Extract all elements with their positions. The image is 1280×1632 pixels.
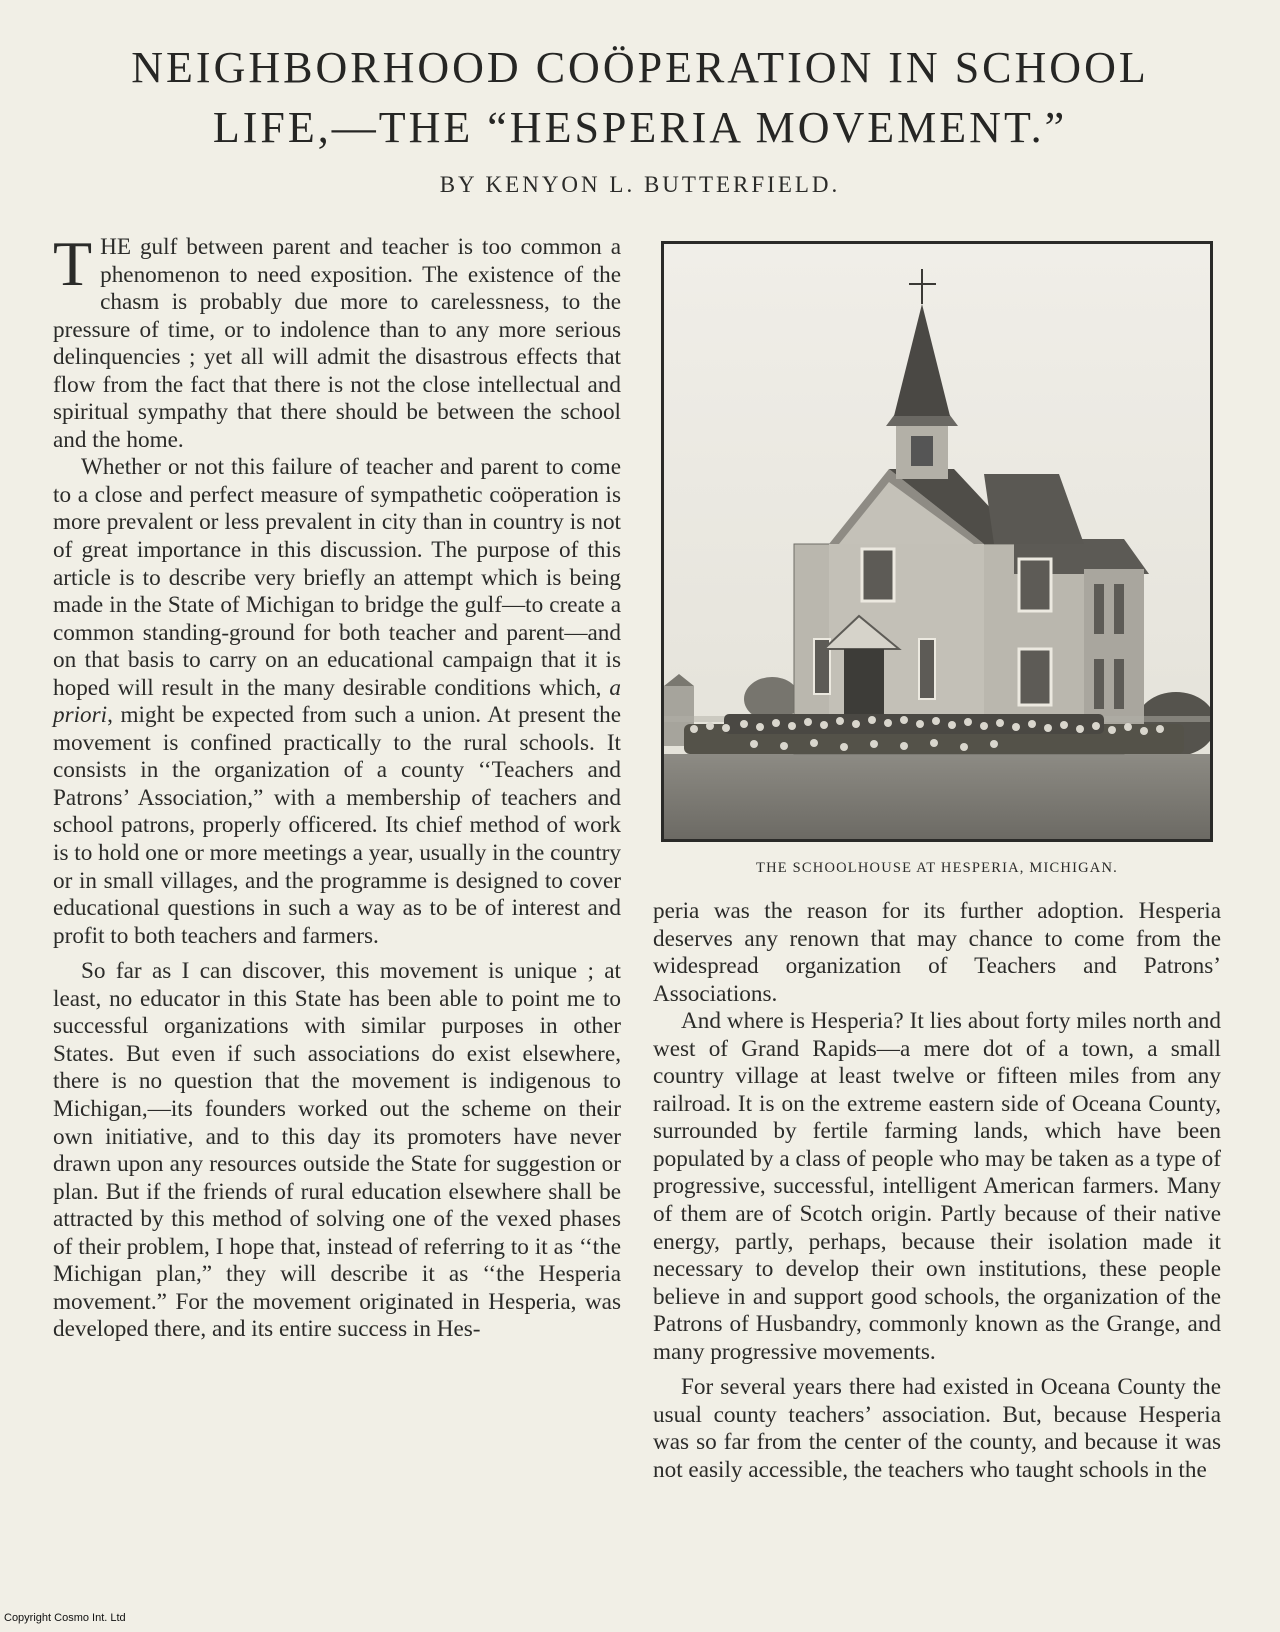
- schoolhouse-photo: [661, 241, 1213, 842]
- photo-caption: THE SCHOOLHOUSE AT HESPERIA, MICHIGAN.: [756, 860, 1118, 876]
- left-column: [53, 228, 622, 1344]
- paragraph-3: So far as I can discover, this movement is unique ; at least, no educator in this State has been able to point me to successful organizations with similar purposes in other States. But even if such associations do exist elsewhere, there is no question that the movement is indigenous to Michigan,—its founders worked out the scheme on their own initiative, and to this day its promoters have never drawn upon any resources outside the State for suggestion or plan. But if the friends of rural education elsewhere shall be attracted by this method of solving one of the vexed phases of their problem, I hope that, instead of referring to it as ‘‘the Michigan plan,” they will describe it as ‘‘the Hesperia movement.” For the movement originated in Hesperia, was developed there, and its entire success in Hes-: [53, 958, 621, 1343]
- paragraph-3-continued: peria was the reason for its further adoption. Hesperia deserves any renown that may chance to come from the widespread organization of Teachers and Patrons’ Associations.: [653, 898, 1221, 1007]
- paragraph-2-text-b: , might be expected from such a union. At present the movement is confined practically to the rural schools. It consists in the organization of a county ‘‘Teachers and Patrons’ Association,” with a membership of teachers and school patrons, properly officered. Its chief method of work is to hold one or more meetings a year, usually in the country or in small villages, and the programme is designed to cover educational questions in such a way as to be of interest and profit to both teachers and farmers.: [53, 702, 621, 949]
- paragraph-4: And where is Hesperia? It lies about forty miles north and west of Grand Rapids—a mere dot of a town, a small country village at least twelve or fifteen miles from any railroad. It is on the extreme eastern side of Oceana County, surrounded by fertile farming lands, which have been populated by a class of people who may be taken as a type of progressive, successful, intelligent American farmers. Many of them are of Scotch origin. Partly because of their native energy, partly, perhaps, because their isolation made it necessary to develop their own institutions, these people believe in and support good schools, the organization of the Patrons of Husbandry, commonly known as the Grange, and many progressive movements.: [653, 1008, 1221, 1365]
- article-title: [60, 38, 1220, 158]
- paragraph-2: [53, 454, 621, 950]
- paragraph-1-text: HE gulf between parent and teacher is too common a phenomenon to need exposition. The existence of the chasm is probably due more to carelessness, to the pressure of time, or to indolence than to any more serious delinquencies ; yet all will admit the disastrous effects that flow from the fact that there is not the close intellectual and spiritual sympathy that there should be between the school and the home.: [53, 234, 621, 453]
- schoolhouse-illustration: [664, 244, 1210, 839]
- right-column: [653, 898, 1221, 1484]
- copyright-notice: Copyright Cosmo Int. Ltd: [4, 1612, 126, 1624]
- drop-cap: T: [53, 228, 93, 299]
- paragraph-1: [53, 228, 621, 454]
- byline: BY KENYON L. BUTTERFIELD.: [439, 172, 841, 197]
- paragraph-2-italic: a priori: [53, 674, 622, 729]
- paragraph-2-text-a: Whether or not this failure of teacher and parent to come to a close and perfect measure of sympathetic coöperation is more prevalent or less prevalent in city than in country is not of great importance in this discussion. The purpose of this article is to describe very briefly an attempt which is being made in the State of Michigan to bridge the gulf—to create a common standing-ground for both teacher and parent—and on that basis to carry on an educational campaign that it is hoped will result in the many desirable conditions which,: [53, 454, 621, 701]
- title-line-2: LIFE,—THE “HESPERIA MOVEMENT.”: [212, 103, 1068, 152]
- paragraph-5: For several years there had existed in Oceana County the usual county teachers’ association. But, because Hesperia was so far from the center of the county, and because it was not easily accessible, the teachers who taught schools in the: [653, 1374, 1221, 1483]
- title-line-1: NEIGHBORHOOD COÖPERATION IN SCHOOL: [131, 43, 1149, 92]
